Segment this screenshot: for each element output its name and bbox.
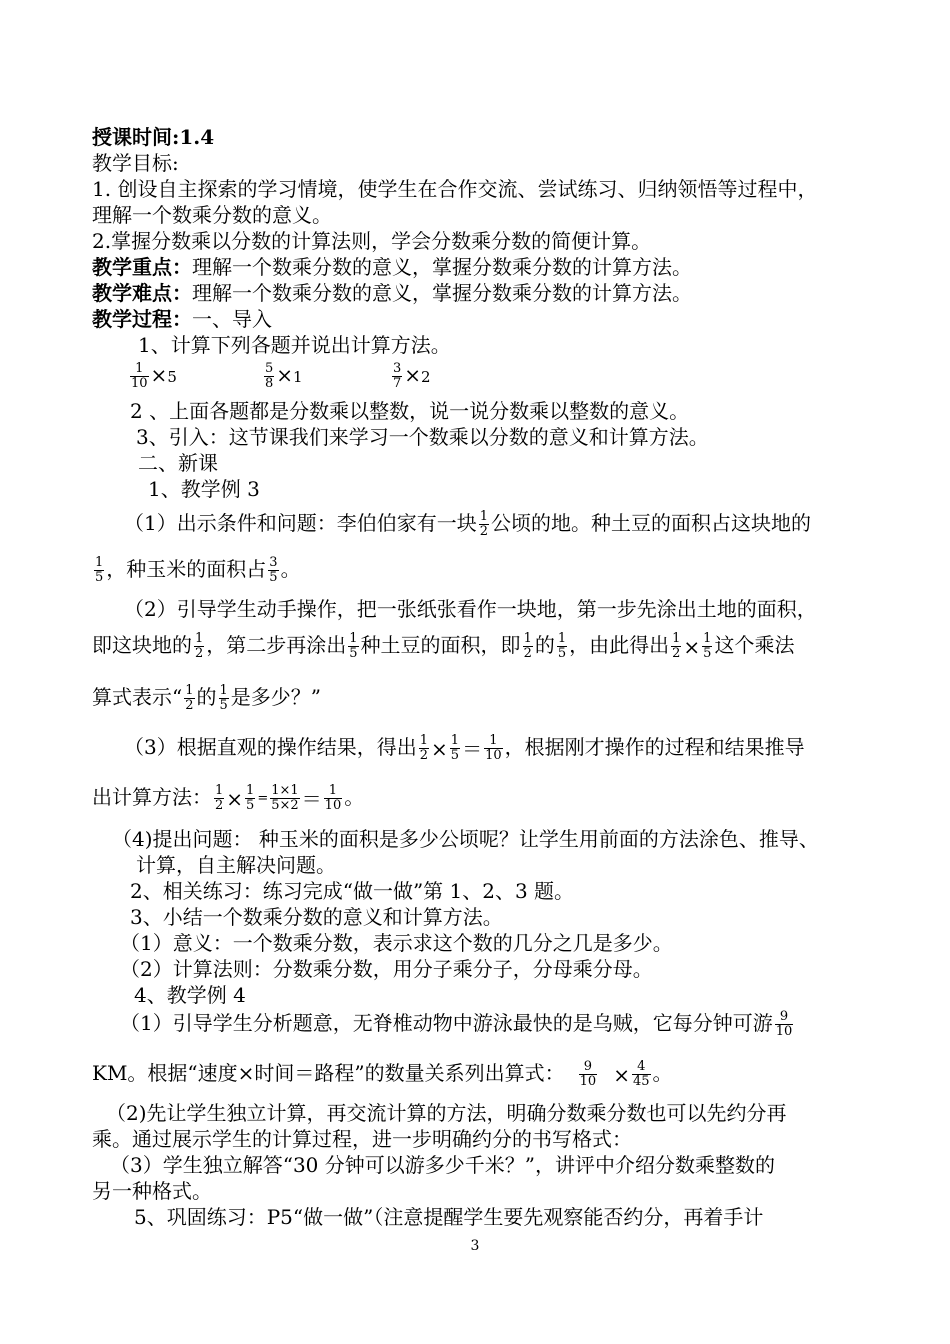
fraction: $\frac{1}{5}$: [246, 783, 255, 813]
example-3-title: 1、教学例 3: [148, 477, 260, 501]
intro-exercise-3: $\frac{3}{7}$ ×2: [393, 361, 431, 391]
fraction: $\frac{1}{2}$: [195, 631, 204, 661]
process-label: 教学过程：: [92, 307, 192, 331]
fraction: $\frac{1}{2}$: [419, 733, 429, 763]
key-point: [92, 254, 692, 280]
difficult-point: [92, 280, 692, 306]
example-4-step-3-line-2: 另一种格式。: [92, 1179, 212, 1203]
example-4-step-1-line-1: （1）引导学生分析题意，无脊椎动物中游泳最快的是乌贼，它每分钟可游 $\frac{9}{10}$: [120, 1009, 793, 1039]
fraction: $\frac{3}{7}$: [393, 361, 402, 391]
fraction: $\frac{1}{2}$: [185, 683, 194, 713]
fraction: $\frac{1}{10}$: [324, 783, 342, 813]
fraction: $\frac{1}{5}$: [219, 683, 228, 713]
fraction: $\frac{5}{8}$: [265, 361, 274, 391]
fraction: $\frac{1\times 1}{5\times 2}$: [271, 783, 299, 813]
calculation-rule: （2）计算法则：分数乘分数，用分子乘分子，分母乘分母。: [120, 957, 653, 981]
intro-question-1: 1、计算下列各题并说出计算方法。: [138, 333, 451, 357]
page-number: 3: [470, 1238, 480, 1254]
process-heading: [92, 306, 272, 332]
example-4-step-2-line-2: 乘。通过展示学生的计算过程，进一步明确约分的书写格式：: [92, 1127, 632, 1151]
difficult-point-label: 教学难点：: [92, 281, 192, 305]
goals-heading: 教学目标:: [92, 151, 179, 175]
fraction: $\frac{1}{10}$: [131, 361, 148, 391]
example-3-step-4-line-2: 计算，自主解决问题。: [136, 853, 336, 877]
example-4-step-2-line-1: （2)先让学生独立计算，再交流计算的方法，明确分数乘分数也可以先约分再: [106, 1101, 787, 1125]
example-3-step-3-line-1: （3）根据直观的操作结果，得出 $\frac{1}{2}$ × $\frac{1}{5}$ ＝ $\frac{1}{10}$ ，根据刚才操作的过程和结果推导: [124, 733, 805, 763]
intro-exercise-1: $\frac{1}{10}$ ×5: [131, 361, 177, 391]
example-3-step-2-line-3: 算式表示“ $\frac{1}{2}$ 的 $\frac{1}{5}$ 是多少？”: [92, 683, 322, 713]
meaning: （1）意义：一个数乘分数，表示求这个数的几分之几是多少。: [120, 931, 673, 955]
intro-question-3: 3、引入：这节课我们来学习一个数乘以分数的意义和计算方法。: [136, 425, 709, 449]
fraction: $\frac{1}{10}$: [485, 733, 502, 763]
fraction: $\frac{1}{2}$: [672, 631, 681, 661]
intro-question-2: 2 、上面各题都是分数乘以整数，说一说分数乘以整数的意义。: [130, 399, 690, 423]
example-4-title: 4、教学例 4: [134, 983, 246, 1007]
fraction: $\frac{3}{5}$: [269, 555, 278, 585]
example-3-step-1-line-1: （1）出示条件和问题：李伯伯家有一块 $\frac{1}{2}$ 公顷的地。种土豆的面积占这块地的: [124, 509, 812, 539]
fraction: $\frac{1}{5}$: [703, 631, 712, 661]
goal-1-line-1: 1. 创设自主探索的学习情境，使学生在合作交流、尝试练习、归纳领悟等过程中，: [92, 177, 818, 201]
fraction: $\frac{9}{10}$: [775, 1009, 793, 1039]
summary: 3、小结一个数乘分数的意义和计算方法。: [130, 905, 503, 929]
fraction: $\frac{1}{5}$: [450, 733, 460, 763]
consolidation-practice: 5、巩固练习：P5“做一做”（注意提醒学生要先观察能否约分，再着手计: [134, 1205, 764, 1229]
example-3-step-3-line-2: 出计算方法： $\frac{1}{2}$ × $\frac{1}{5}$ = $\frac{1\times 1}{5\times 2}$ ＝ $\frac{1}{10}$ 。: [92, 783, 365, 813]
intro-exercise-2: $\frac{5}{8}$ ×1: [265, 361, 303, 391]
example-4-step-3-line-1: （3）学生独立解答“30 分钟可以游多少千米？”，讲评中介绍分数乘整数的: [110, 1153, 775, 1177]
fraction: $\frac{1}{5}$: [349, 631, 358, 661]
goal-1-line-2: 理解一个数乘分数的意义。: [92, 203, 332, 227]
difficult-point-text: 理解一个数乘分数的意义，掌握分数乘分数的计算方法。: [192, 281, 692, 305]
example-3-step-1-line-2: $\frac{1}{5}$ ，种玉米的面积占 $\frac{3}{5}$ 。: [95, 555, 301, 585]
lesson-time: 授课时间:1.4: [92, 125, 215, 149]
goal-2: 2.掌握分数乘以分数的计算法则，学会分数乘分数的简便计算。: [92, 229, 652, 253]
fraction: $\frac{1}{2}$: [215, 783, 224, 813]
example-3-step-2-line-2: 即这块地的 $\frac{1}{2}$ ，第二步再涂出 $\frac{1}{5}$ 种土豆的面积，即 $\frac{1}{2}$ 的 $\frac{1}{5}$ ，由此得出 $\frac{1}{2}$ × $\frac{1}{5}$ 这个乘法: [92, 631, 795, 661]
fraction: $\frac{1}{2}$: [479, 509, 489, 539]
intro-heading: 一、导入: [192, 307, 272, 331]
fraction: $\frac{1}{5}$: [95, 555, 104, 585]
fraction: $\frac{1}{2}$: [523, 631, 532, 661]
fraction: $\frac{4}{45}$: [632, 1059, 650, 1089]
fraction: $\frac{9}{10}$: [579, 1059, 597, 1089]
key-point-label: 教学重点：: [92, 255, 192, 279]
related-practice: 2、相关练习：练习完成“做一做”第 1、2、3 题。: [130, 879, 575, 903]
fraction: $\frac{1}{5}$: [557, 631, 567, 661]
example-3-step-4-line-1: （4)提出问题： 种玉米的面积是多少公顷呢？让学生用前面的方法涂色、推导、: [112, 827, 819, 851]
key-point-text: 理解一个数乘分数的意义，掌握分数乘分数的计算方法。: [192, 255, 692, 279]
example-3-step-2-line-1: （2）引导学生动手操作，把一张纸张看作一块地，第一步先涂出土地的面积，: [124, 597, 817, 621]
example-4-step-1-line-2: KM。根据“速度×时间＝路程”的数量关系列出算式： $\frac{9}{10}$ × $\frac{4}{45}$ 。: [92, 1059, 673, 1089]
new-lesson-heading: 二、新课: [138, 451, 218, 475]
